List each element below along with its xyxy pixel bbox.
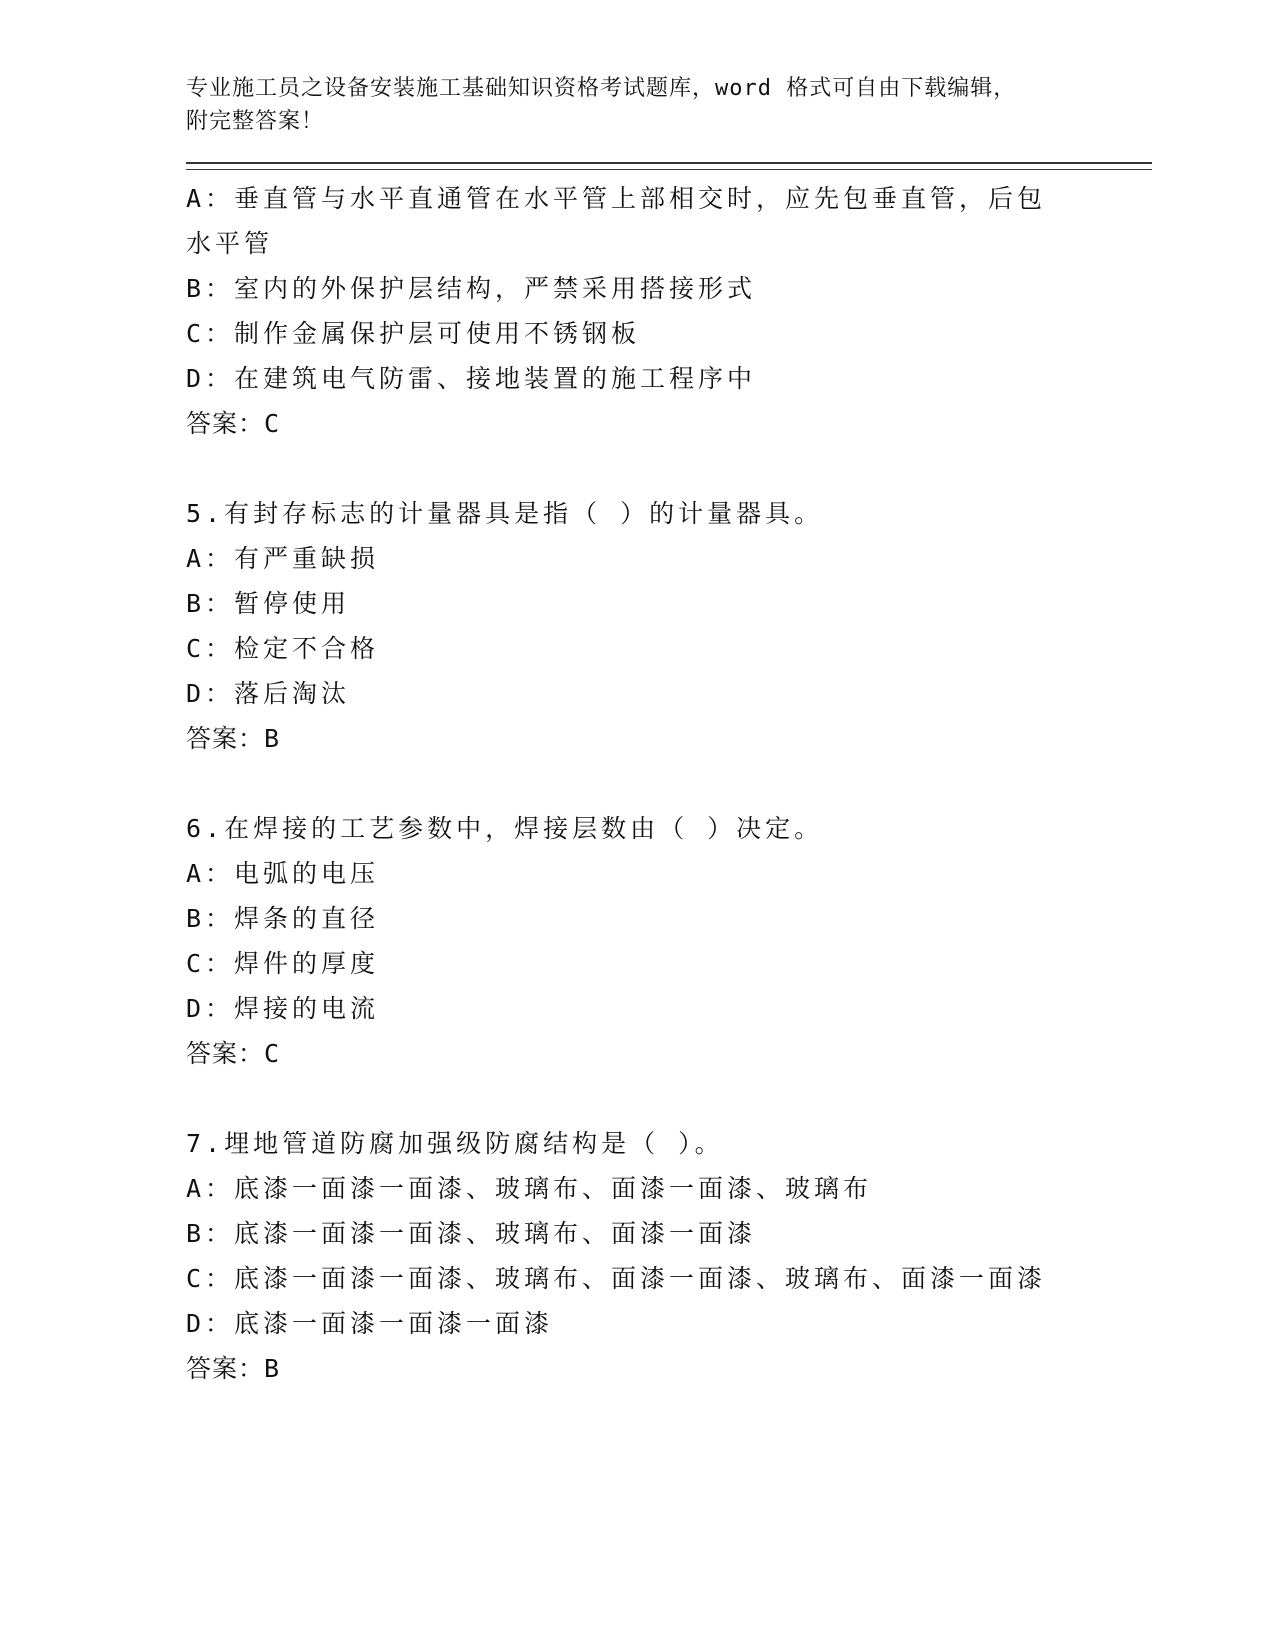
header-line-1: 专业施工员之设备安装施工基础知识资格考试题库，word 格式可自由下载编辑，: [186, 76, 1017, 101]
answer-value: B: [264, 1354, 281, 1383]
option-d: D：在建筑电气防雷、接地装置的施工程序中: [186, 364, 757, 393]
option-a: A：底漆一面漆一面漆、玻璃布、面漆一面漆、玻璃布: [186, 1174, 873, 1203]
question-4: [186, 176, 1146, 446]
option-c: C：检定不合格: [186, 634, 380, 663]
option-c: C：制作金属保护层可使用不锈钢板: [186, 319, 641, 348]
option-a: A：有严重缺损: [186, 544, 380, 573]
answer-line: [186, 716, 1146, 761]
question-stem: 6.在焊接的工艺参数中，焊接层数由（ ）决定。: [186, 814, 824, 843]
option-c: C：底漆一面漆一面漆、玻璃布、面漆一面漆、玻璃布、面漆一面漆: [186, 1264, 1047, 1293]
question-stem: 7.埋地管道防腐加强级防腐结构是（ ）。: [186, 1129, 724, 1158]
answer-line: [186, 1031, 1146, 1076]
header-divider: [186, 162, 1152, 170]
header-line-2: 附完整答案！: [186, 109, 325, 134]
question-spacer: [186, 761, 1146, 806]
answer-line: [186, 401, 1146, 446]
option-c: C：焊件的厚度: [186, 949, 380, 978]
answer-label: 答案：: [186, 1354, 265, 1383]
question-stem: 5.有封存标志的计量器具是指（ ）的计量器具。: [186, 499, 824, 528]
document-page: [186, 72, 1146, 1391]
option-b: B：室内的外保护层结构，严禁采用搭接形式: [186, 274, 757, 303]
option-a: A：垂直管与水平直通管在水平管上部相交时，应先包垂直管，后包水平管: [186, 184, 1047, 258]
option-d: D：底漆一面漆一面漆一面漆: [186, 1309, 554, 1338]
option-b: B：焊条的直径: [186, 904, 380, 933]
question-spacer: [186, 1076, 1146, 1121]
option-a: A：电弧的电压: [186, 859, 380, 888]
answer-label: 答案：: [186, 1039, 265, 1068]
question-7: [186, 1121, 1146, 1391]
answer-label: 答案：: [186, 724, 265, 753]
answer-label: 答案：: [186, 409, 265, 438]
answer-value: B: [264, 724, 281, 753]
answer-value: C: [264, 1039, 281, 1068]
option-b: B：暂停使用: [186, 589, 351, 618]
question-5: [186, 491, 1146, 761]
option-d: D：落后淘汰: [186, 679, 351, 708]
question-list: [186, 176, 1146, 1391]
option-d: D：焊接的电流: [186, 994, 380, 1023]
document-header: [186, 72, 1146, 138]
option-b: B：底漆一面漆一面漆、玻璃布、面漆一面漆: [186, 1219, 757, 1248]
question-spacer: [186, 446, 1146, 491]
answer-value: C: [264, 409, 281, 438]
answer-line: [186, 1346, 1146, 1391]
question-6: [186, 806, 1146, 1076]
